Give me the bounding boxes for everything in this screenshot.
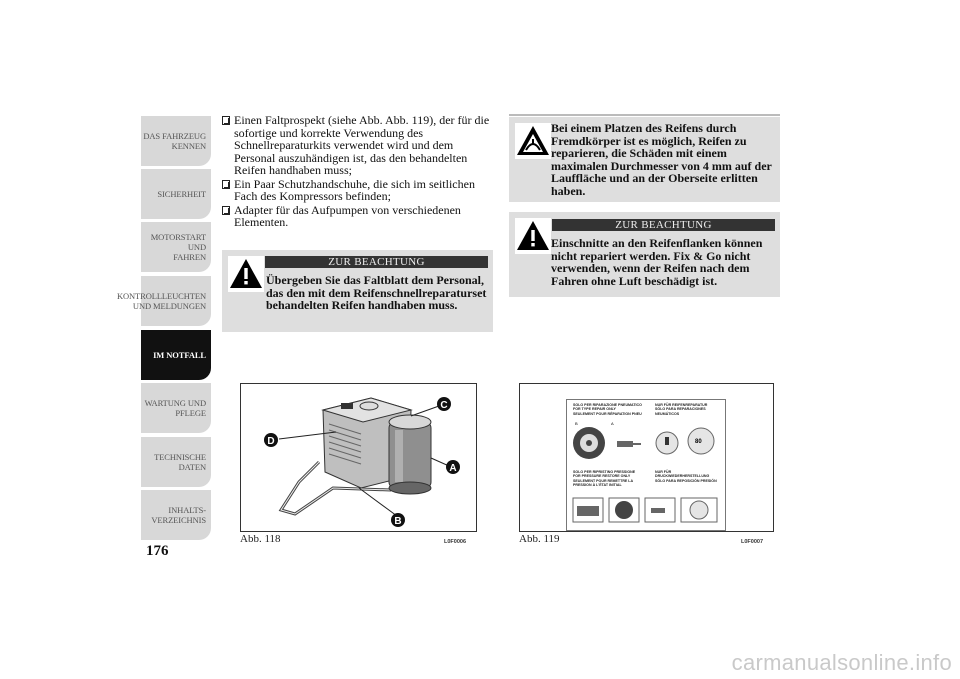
- warning-header: ZUR BEACHTUNG: [265, 256, 488, 268]
- figure-leaflet: [519, 383, 774, 532]
- label-b: B: [394, 516, 402, 527]
- figure-compressor: [240, 383, 477, 532]
- checkbox-bullet-icon: [222, 116, 230, 125]
- tab-im-notfall[interactable]: IM NOTFALL: [141, 330, 211, 380]
- warning-box: [509, 212, 780, 297]
- figure-caption: Abb. 119: [519, 533, 560, 545]
- page-number: 176: [146, 543, 169, 559]
- tab-sicherheit[interactable]: SICHERHEIT: [141, 169, 211, 219]
- caution-box: [509, 117, 780, 202]
- figure-caption: Abb. 118: [240, 533, 281, 545]
- warning-text: Einschnitte an den Reifenflanken können nicht repariert werden. Fix & Go nicht verwenden, wenn der Reifen nach dem Fahren ohne Luft beschädigt ist.: [551, 236, 763, 288]
- label-a: A: [449, 463, 457, 474]
- tab-wartung-und-pflege[interactable]: WARTUNG UND PFLEGE: [141, 383, 211, 433]
- svg-text:80: 80: [695, 439, 702, 445]
- label-d: D: [267, 436, 275, 447]
- svg-text:B: B: [575, 421, 578, 426]
- figure-code: L0F0007: [741, 539, 764, 545]
- list-item: Adapter für das Aufpumpen von verschiedenen Elementen.: [222, 204, 494, 229]
- compressor-illustration: [241, 384, 476, 531]
- divider: [509, 114, 780, 116]
- tab-das-fahrzeug-kennen[interactable]: DAS FAHRZEUG KENNEN: [141, 116, 211, 166]
- list-item: Ein Paar Schutzhandschuhe, die sich im seitlichen Fach des Kompressors befinden;: [222, 178, 494, 203]
- bullet-list: [222, 114, 494, 230]
- warning-text: Übergeben Sie das Faltblatt dem Personal, das den mit dem Reifenschnellreparaturset behandelten Reifen handhaben muss.: [266, 273, 487, 313]
- svg-text:A: A: [611, 421, 614, 426]
- pressure-steps-illustration: [571, 494, 721, 528]
- list-item: Einen Faltprospekt (siehe Abb. Abb. 119), der für die sofortige und korrekte Verwendung des Schnellreparaturkits verwendet wird und dem Personal auszuhändigen ist, das den behandelten Reifen handhaben muss;: [222, 114, 494, 177]
- repair-steps-illustration: [571, 417, 721, 467]
- warning-box: [222, 250, 493, 332]
- leaflet: SOLO PER RIPARAZIONE PNEUMATICO FOR TYPE REPAIR ONLY SEULEMENT POUR RÉPARATION PNEU NUR FÜR REIFENREPARATUR SÓLO PARA REPARACIONES NEUMÁTICOS B A 80 SOLO PER RIPRISTINO PRESSIONE FOR PRESSURE RESTORE ONLY SEULEMENT POUR REMETTRE LA PRESSION À L'ÉTAT INITIAL NUR FÜR DRUCKWIEDERHERSTELLUNG SÓLO PARA REPOSICIÓN PRESIÓN: [566, 399, 726, 531]
- caution-text: Bei einem Platzen des Reifens durch Fremdkörper ist es möglich, Reifen zu reparieren, die Schäden mit einem maximalen Durchmesser von 4 mm auf der Lauffläche und an der Oberseite erlitten haben.: [551, 121, 772, 198]
- label-c: C: [440, 400, 448, 411]
- checkbox-bullet-icon: [222, 206, 230, 215]
- figure-code: L0F0006: [444, 539, 467, 545]
- tab-technische-daten[interactable]: TECHNISCHE DATEN: [141, 437, 211, 487]
- checkbox-bullet-icon: [222, 180, 230, 189]
- warning-header: ZUR BEACHTUNG: [552, 219, 775, 231]
- watermark: carmanualsonline.info: [731, 650, 952, 675]
- tab-kontrollleuchten[interactable]: KONTROLLLEUCHTEN UND MELDUNGEN: [141, 276, 211, 326]
- tab-inhaltsverzeichnis[interactable]: INHALTS- VERZEICHNIS: [141, 490, 211, 540]
- tab-motorstart-und-fahren[interactable]: MOTORSTART UND FAHREN: [141, 222, 211, 272]
